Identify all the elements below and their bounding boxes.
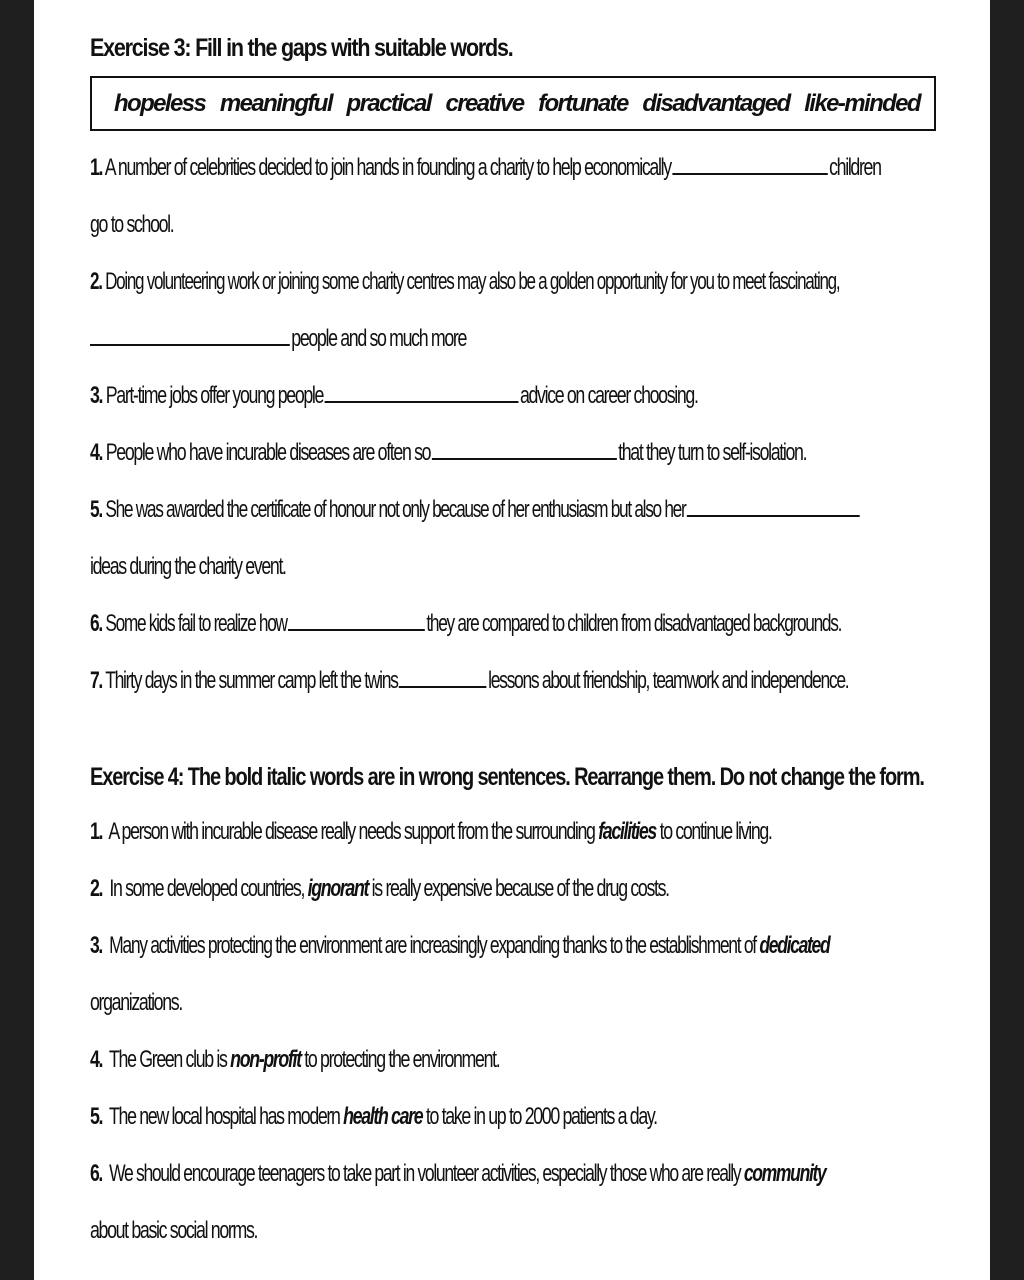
answer-blank[interactable] xyxy=(90,322,290,346)
ex3-item-1 xyxy=(90,139,936,196)
ex4-item-1 xyxy=(90,803,936,860)
word-bank-item: creative xyxy=(445,89,524,117)
ex3-item-2 xyxy=(90,253,936,310)
answer-blank[interactable] xyxy=(325,379,519,403)
ex4-item-4 xyxy=(90,1031,936,1088)
item-number: 4. xyxy=(90,439,103,466)
item-text: The new local hospital has modern xyxy=(109,1103,340,1130)
item-text: People who have incurable diseases are often so xyxy=(105,439,431,466)
item-number: 2. xyxy=(90,268,102,295)
item-text: Some kids fail to realize how xyxy=(105,610,287,637)
item-text: We should encourage teenagers to take part in volunteer activities, especially those who are really xyxy=(109,1160,741,1187)
item-text: lessons about friendship, teamwork and independence. xyxy=(488,667,849,694)
item-text: advice on career choosing. xyxy=(519,382,698,409)
item-text: Thirty days in the summer camp left the twins xyxy=(105,667,398,694)
item-number: 5. xyxy=(90,1103,103,1130)
item-text: to protecting the environment. xyxy=(304,1046,500,1073)
misplaced-word: ignorant xyxy=(307,875,369,902)
answer-blank[interactable] xyxy=(432,436,617,460)
item-text: She was awarded the certificate of honour not only because of her enthusiasm but also her xyxy=(105,496,686,523)
word-bank-item: disadvantaged xyxy=(642,89,790,117)
item-number: 2. xyxy=(90,875,103,902)
ex3-item-3 xyxy=(90,367,936,424)
item-text: about basic social norms. xyxy=(90,1217,258,1244)
item-text: that they turn to self-isolation. xyxy=(618,439,807,466)
item-number: 6. xyxy=(90,1160,102,1187)
item-number: 1. xyxy=(90,818,103,845)
word-bank-item: like-minded xyxy=(804,89,920,117)
worksheet-page xyxy=(34,0,990,1280)
word-bank-item: meaningful xyxy=(219,89,332,117)
worksheet-content xyxy=(90,22,936,1259)
ex4-item-2 xyxy=(90,860,936,917)
item-text: A person with incurable disease really needs support from the surrounding xyxy=(108,818,595,845)
item-text: children xyxy=(829,154,881,181)
item-text: go to school. xyxy=(90,211,174,238)
item-number: 7. xyxy=(90,667,102,694)
item-text: they are compared to children from disadvantaged backgrounds. xyxy=(426,610,842,637)
ex3-item-5 xyxy=(90,481,936,538)
misplaced-word: community xyxy=(743,1160,826,1187)
item-text: In some developed countries, xyxy=(109,875,305,902)
item-text: Many activities protecting the environment are increasingly expanding thanks to the establishment of xyxy=(109,932,756,959)
ex4-item-3-cont xyxy=(90,974,936,1031)
answer-blank[interactable] xyxy=(399,664,487,688)
item-number: 1. xyxy=(90,154,103,181)
item-text: organizations. xyxy=(90,989,182,1016)
word-bank xyxy=(90,76,936,131)
item-text: Doing volunteering work or joining some charity centres may also be a golden opportunity for you to meet fascinating, xyxy=(105,268,840,295)
item-number: 6. xyxy=(90,610,102,637)
item-text: ideas during the charity event. xyxy=(90,553,286,580)
misplaced-word: dedicated xyxy=(759,932,830,959)
ex3-item-2-cont xyxy=(90,310,936,367)
word-bank-item: fortunate xyxy=(538,89,628,117)
item-text: A number of celebrities decided to join hands in founding a charity to help economically xyxy=(104,154,671,181)
ex4-item-5 xyxy=(90,1088,936,1145)
misplaced-word: facilities xyxy=(598,818,656,845)
word-bank-item: practical xyxy=(346,89,431,117)
item-number: 3. xyxy=(90,382,103,409)
ex4-item-6 xyxy=(90,1145,936,1202)
ex4-item-6-cont xyxy=(90,1202,936,1259)
ex4-item-3 xyxy=(90,917,936,974)
section-spacer xyxy=(90,709,936,751)
item-number: 3. xyxy=(90,932,102,959)
item-text: is really expensive because of the drug costs. xyxy=(371,875,669,902)
item-number: 5. xyxy=(90,496,102,523)
item-text: Part-time jobs offer young people xyxy=(105,382,324,409)
answer-blank[interactable] xyxy=(672,151,827,175)
ex3-item-7 xyxy=(90,652,936,709)
item-text: to continue living. xyxy=(659,818,772,845)
ex3-item-6 xyxy=(90,595,936,652)
misplaced-word: non-profit xyxy=(230,1046,301,1073)
ex3-item-1-cont xyxy=(90,196,936,253)
item-text: The Green club is xyxy=(109,1046,227,1073)
item-number: 4. xyxy=(90,1046,103,1073)
word-bank-item: hopeless xyxy=(114,89,206,117)
exercise-3-title: Exercise 3: Fill in the gaps with suitable words. xyxy=(90,34,513,62)
ex3-item-5-cont xyxy=(90,538,936,595)
item-text: people and so much more xyxy=(291,325,467,352)
item-text: to take in up to 2000 patients a day. xyxy=(425,1103,657,1130)
misplaced-word: health care xyxy=(343,1103,423,1130)
exercise-4-title: Exercise 4: The bold italic words are in wrong sentences. Rearrange them. Do not change the form. xyxy=(90,763,924,791)
ex3-item-4 xyxy=(90,424,936,481)
answer-blank[interactable] xyxy=(687,493,860,517)
answer-blank[interactable] xyxy=(288,607,425,631)
